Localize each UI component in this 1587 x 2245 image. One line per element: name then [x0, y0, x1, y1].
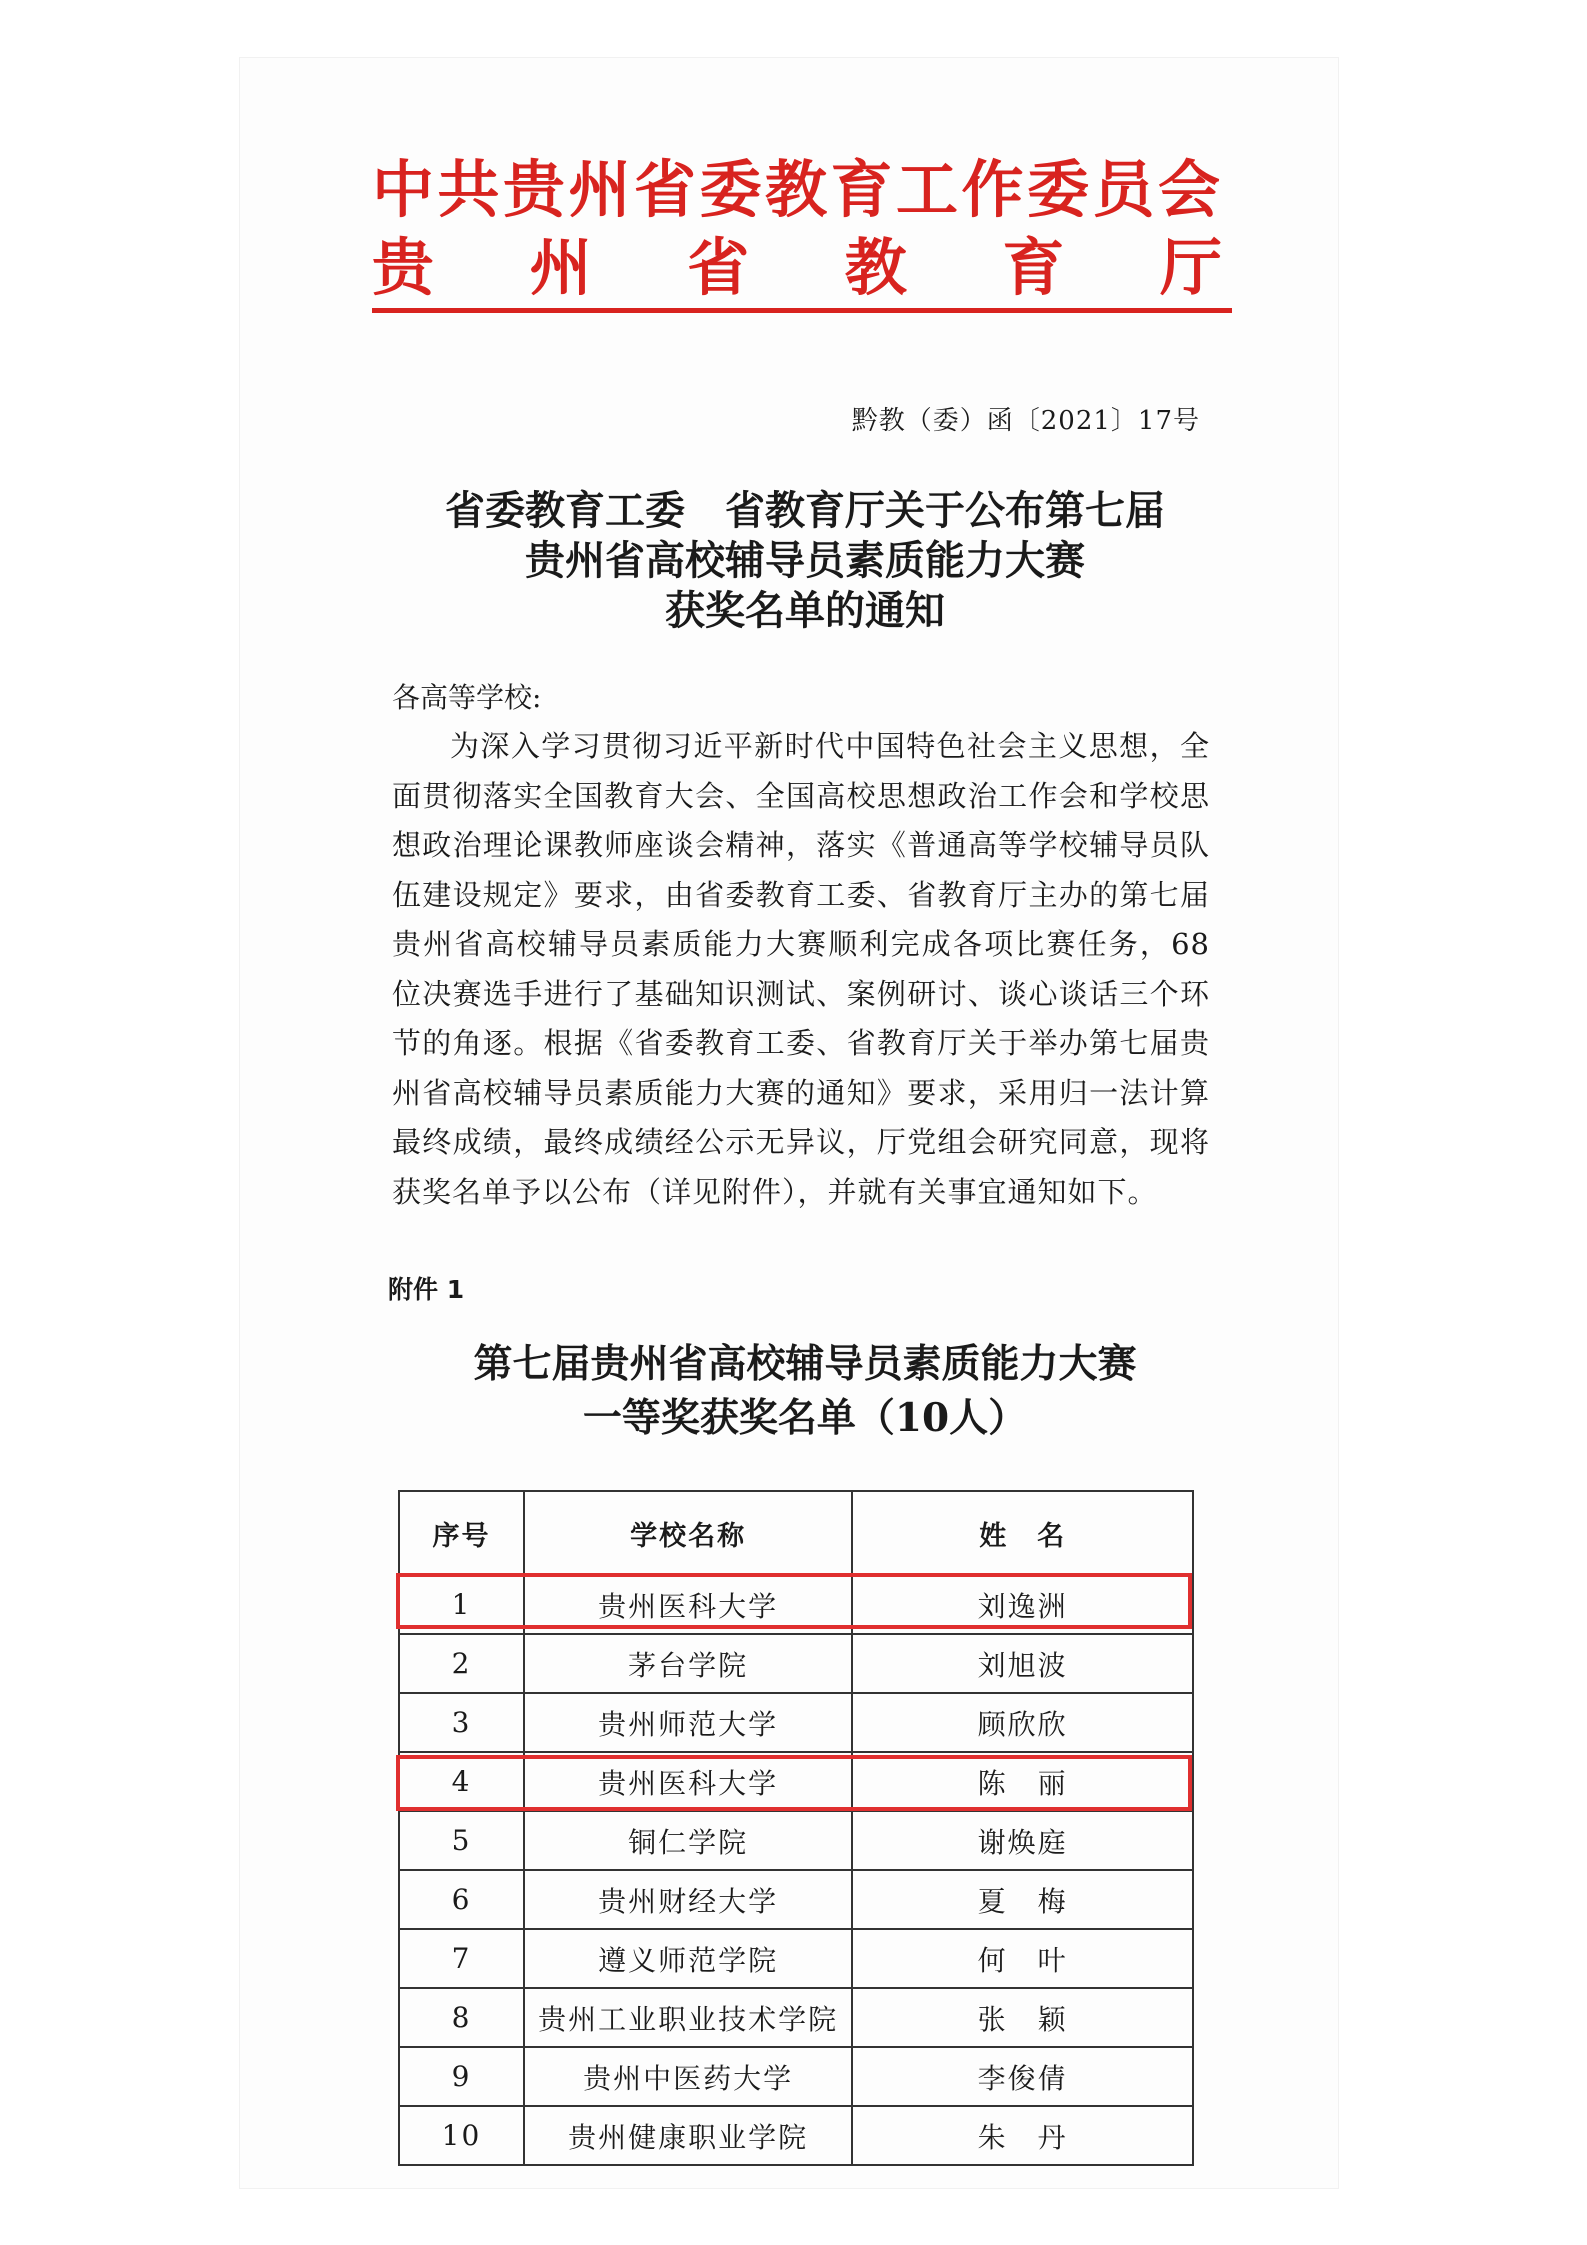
cell-school: 贵州健康职业学院 [524, 2106, 852, 2165]
table-row [399, 1929, 1193, 1988]
cell-name: 李俊倩 [852, 2047, 1193, 2106]
table-row [399, 2106, 1193, 2165]
cell-serial: 10 [399, 2106, 524, 2165]
table-title-line-2: 一等奖获奖名单（10人） [582, 1395, 1028, 1441]
cell-school: 贵州财经大学 [524, 1870, 852, 1929]
cell-name: 朱 丹 [852, 2106, 1193, 2165]
cell-name: 张 颖 [852, 1988, 1193, 2047]
cell-serial: 1 [399, 1575, 524, 1634]
notice-title-line-1: 省委教育工委 省教育厅关于公布第七届 [445, 487, 1165, 534]
cell-school: 贵州医科大学 [524, 1575, 852, 1634]
document-number: 黔教（委）函〔2021〕17号 [851, 406, 1200, 436]
cell-school: 贵州中医药大学 [524, 2047, 852, 2106]
cell-school: 遵义师范学院 [524, 1929, 852, 1988]
table-title-line-1: 第七届贵州省高校辅导员素质能力大赛 [473, 1341, 1137, 1387]
table-row [399, 1811, 1193, 1870]
cell-serial: 8 [399, 1988, 524, 2047]
cell-school: 贵州工业职业技术学院 [524, 1988, 852, 2047]
notice-title-line-3: 获奖名单的通知 [665, 587, 945, 634]
cell-name: 何 叶 [852, 1929, 1193, 1988]
highlight-box-row-1 [396, 1573, 1192, 1629]
cell-name: 顾欣欣 [852, 1693, 1193, 1752]
cell-serial: 6 [399, 1870, 524, 1929]
issuer-line-2: 贵州省教育厅 [372, 231, 1222, 304]
issuer-line-1: 中共贵州省委教育工作委员会 [372, 153, 1222, 226]
notice-title-line-2: 贵州省高校辅导员素质能力大赛 [525, 537, 1085, 584]
cell-name: 刘旭波 [852, 1634, 1193, 1693]
salutation: 各高等学校: [392, 681, 542, 714]
cell-serial: 2 [399, 1634, 524, 1693]
cell-name: 谢焕庭 [852, 1811, 1193, 1870]
cell-serial: 9 [399, 2047, 524, 2106]
cell-serial: 4 [399, 1752, 524, 1811]
cell-school: 铜仁学院 [524, 1811, 852, 1870]
header-serial: 序号 [399, 1491, 524, 1575]
cell-serial: 5 [399, 1811, 524, 1870]
table-header-row [399, 1491, 1193, 1575]
header-name: 姓 名 [852, 1491, 1193, 1575]
cell-name: 夏 梅 [852, 1870, 1193, 1929]
cell-serial: 3 [399, 1693, 524, 1752]
cell-school: 茅台学院 [524, 1634, 852, 1693]
red-header-rule [372, 308, 1232, 313]
header-school: 学校名称 [524, 1491, 852, 1575]
highlight-box-row-4 [396, 1755, 1192, 1811]
body-paragraph: 为深入学习贯彻习近平新时代中国特色社会主义思想，全面贯彻落实全国教育大会、全国高校思想政治工作会和学校思想政治理论课教师座谈会精神，落实《普通高等学校辅导员队伍建设规定》要求，由省委教育工委、省教育厅主办的第七届贵州省高校辅导员素质能力大赛顺利完成各项比赛任务，68位决赛选手进行了基础知识测试、案例研讨、谈心谈话三个环节的角逐。根据《省委教育工委、省教育厅关于举办第七届贵州省高校辅导员素质能力大赛的通知》要求，采用归一法计算最终成绩，最终成绩经公示无异议，厅党组会研究同意，现将获奖名单予以公布（详见附件），并就有关事宜通知如下。 [392, 729, 1210, 1209]
cell-serial: 7 [399, 1929, 524, 1988]
table-row [399, 1988, 1193, 2047]
cell-name: 刘逸洲 [852, 1575, 1193, 1634]
table-row [399, 2047, 1193, 2106]
attachment-label: 附件 1 [388, 1275, 465, 1304]
cell-name: 陈 丽 [852, 1752, 1193, 1811]
cell-school: 贵州医科大学 [524, 1752, 852, 1811]
table-row [399, 1870, 1193, 1929]
cell-school: 贵州师范大学 [524, 1693, 852, 1752]
table-row [399, 1634, 1193, 1693]
table-row [399, 1693, 1193, 1752]
